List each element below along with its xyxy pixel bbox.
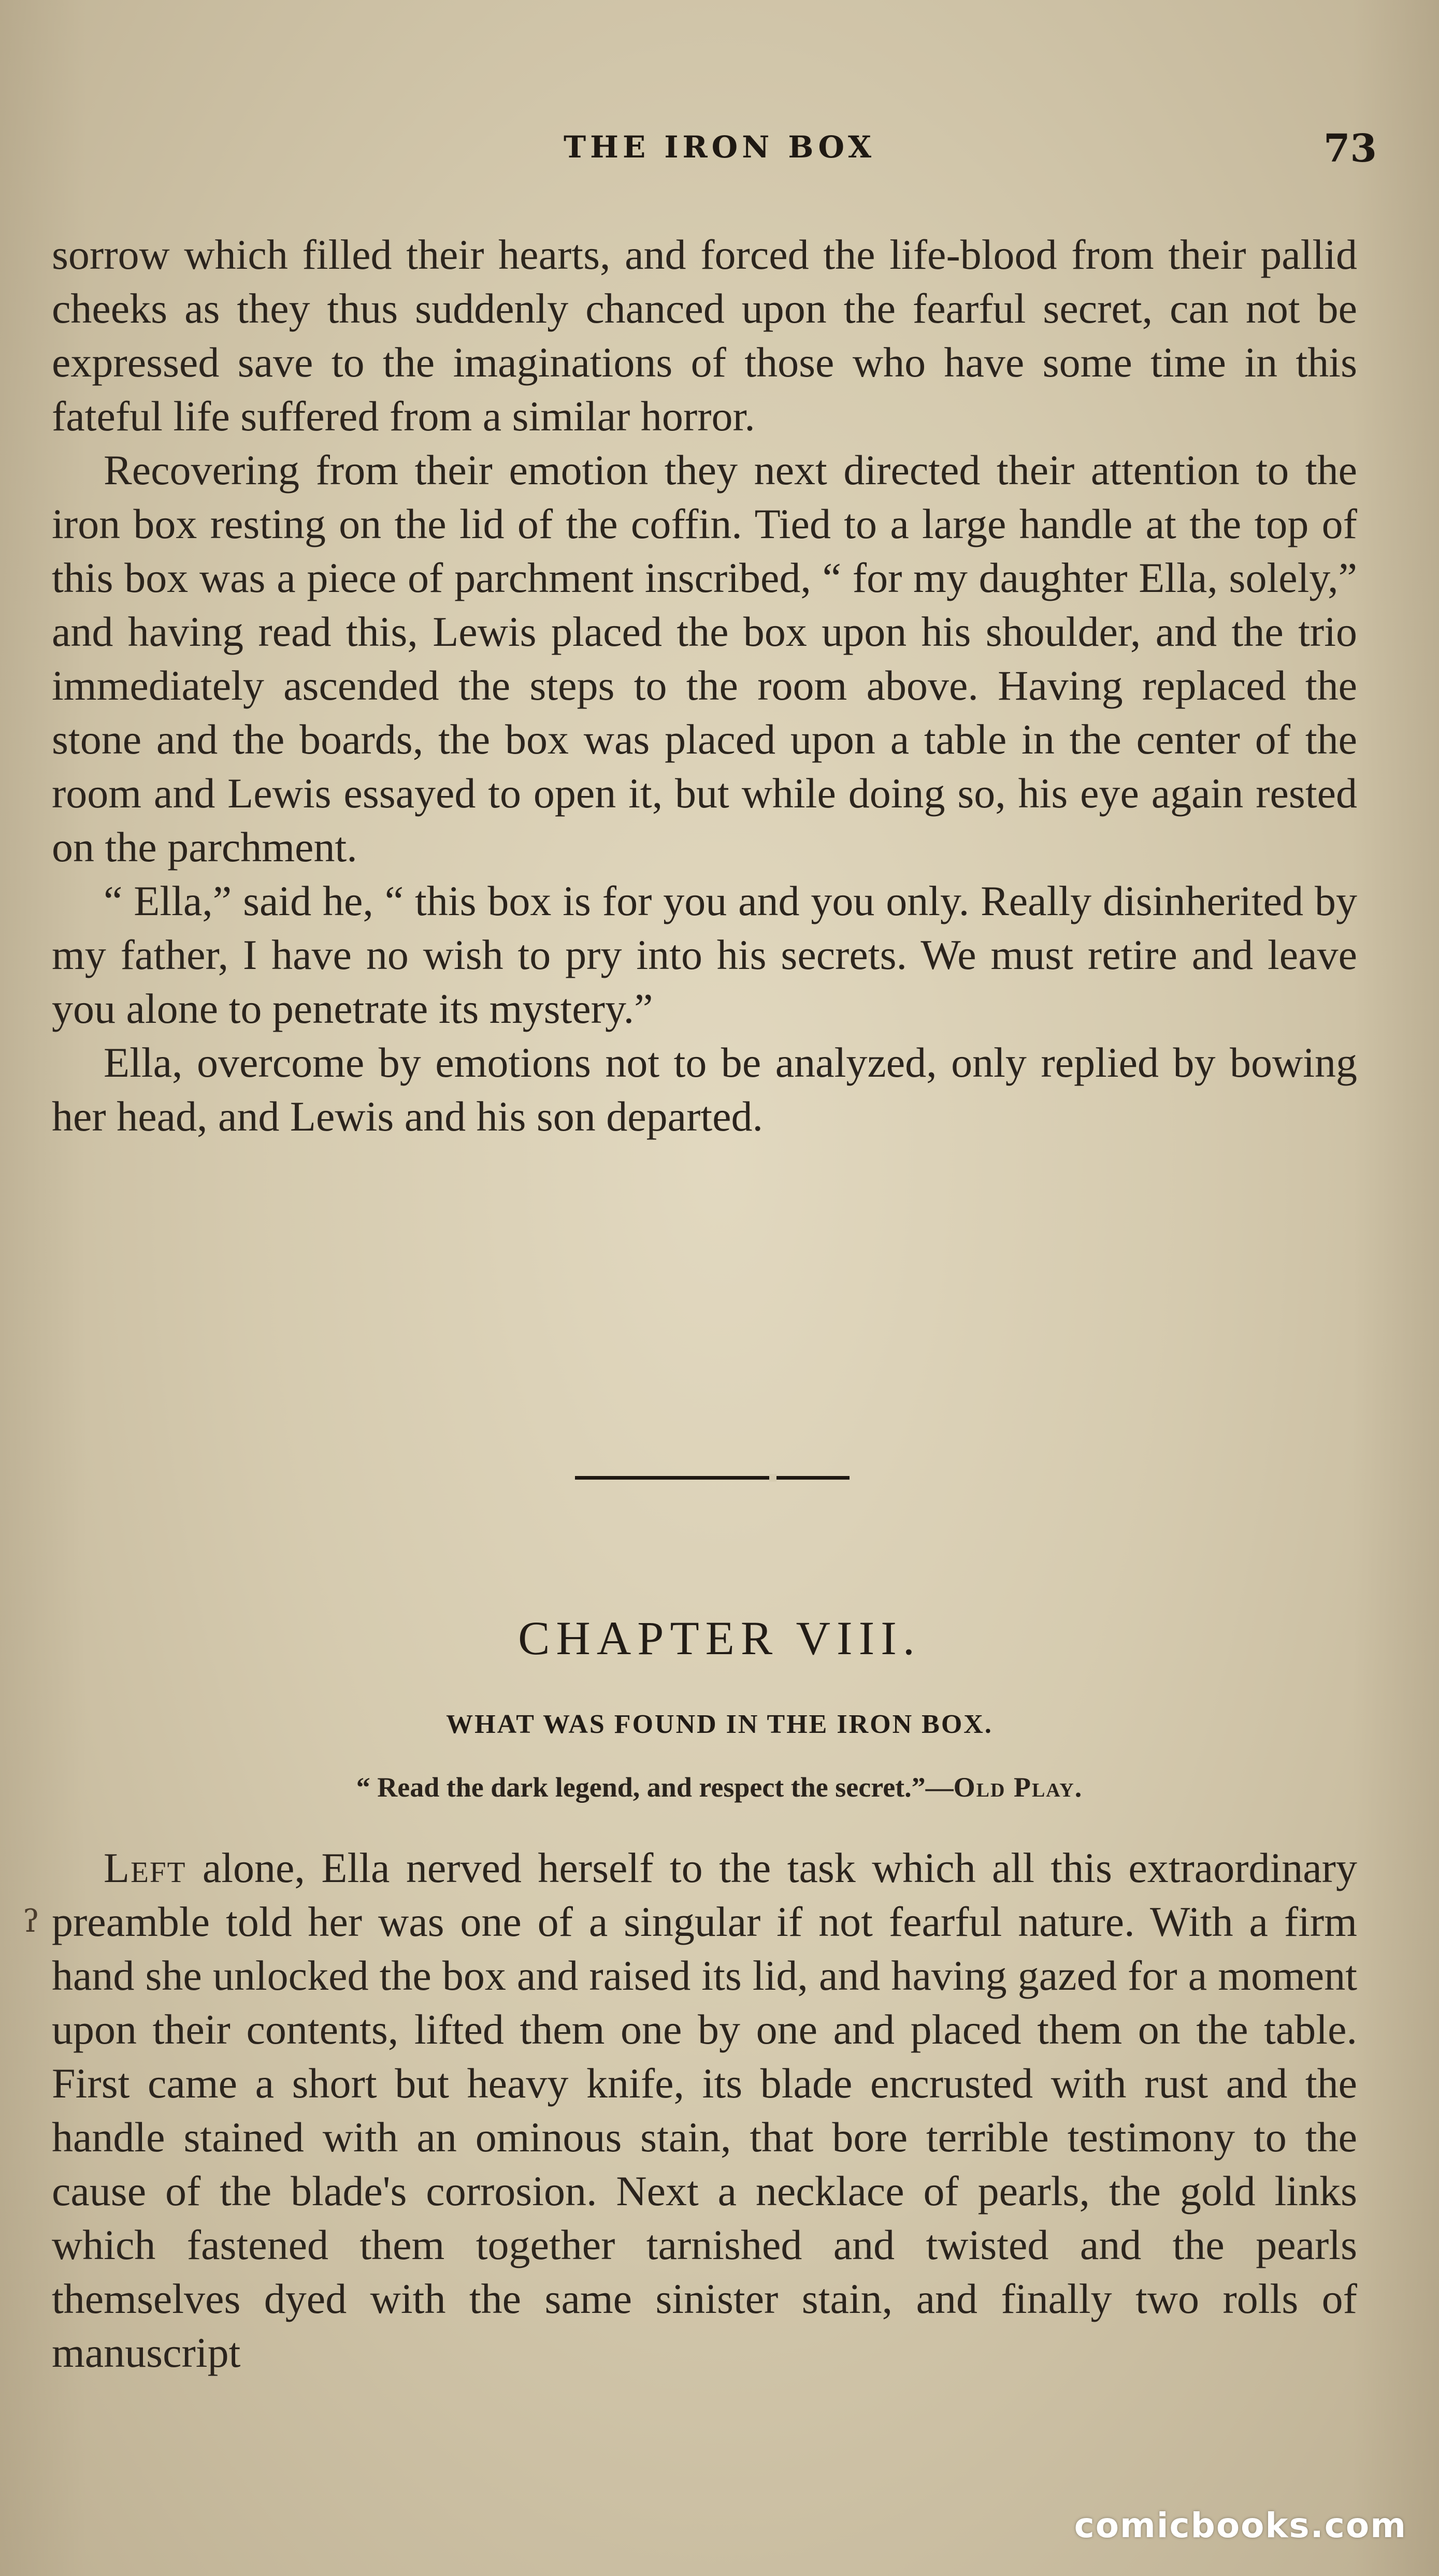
body-text-after-heading [52,1841,1357,2380]
page-number: 73 [1323,126,1377,171]
section-divider-rule [575,1476,850,1480]
divider-gap [769,1474,776,1482]
running-head [52,126,1387,171]
paragraph: Ella, overcome by emotions not to be analyzed, only replied by bowing her head, and Lewis and his son departed. [52,1039,1357,1140]
margin-mark: ʔ [23,1903,40,1940]
watermark: comicbooks.com [1074,2506,1407,2545]
body-text-before-break [52,228,1357,1144]
epigraph-quote: “ Read the dark legend, and respect the secret.”— [356,1772,954,1803]
chapter-title: CHAPTER VIII. [518,1612,921,1665]
paragraph-first-word: Left [104,1844,186,1891]
paragraph-text: alone, Ella nerved herself to the task which all this extraordinary preamble told her was one of a singular if not fearful nature. With a firm hand she unlocked the box and raised its lid, and having gazed for a moment upon their contents, lifted them one by one and placed them on the table. First came a short but heavy knife, its blade encrusted with rust and the handle stained with an ominous stain, that bore terrible testimony to the cause of the blade's corrosion. Next a necklace of pearls, the gold links which fastened them together tarnished and twisted and the pearls themselves dyed with the same sinister stain, and finally two rolls of manuscript [52,1844,1357,2376]
chapter-subtitle: WHAT WAS FOUND IN THE IRON BOX. [446,1710,993,1739]
epigraph-source: Old Play. [953,1772,1083,1803]
paragraph: “ Ella,” said he, “ this box is for you and you only. Really disinherited by my father, I have no wish to pry into his secrets. We must retire and leave you alone to penetrate its mystery.” [52,877,1357,1032]
running-title: THE IRON BOX [563,129,876,165]
paragraph: sorrow which filled their hearts, and forced the life-blood from their pallid cheeks as they thus suddenly chanced upon the fearful secret, can not be expressed save to the imaginations of those who have some time in this fateful life suffered from a similar horror. [52,231,1357,440]
paragraph [52,1841,1357,2380]
epigraph [0,1771,1439,1803]
paragraph: Recovering from their emotion they next directed their attention to the iron box resting on the lid of the coffin. Tied to a large handle at the top of this box was a piece of parchment inscribed, “ for my daughter Ella, solely,” and having read this, Lewis placed the box upon his shoulder, and the trio immediately ascended the steps to the room above. Having replaced the stone and the boards, the box was placed upon a table in the center of the room and Lewis essayed to open it, but while doing so, his eye again rested on the parchment. [52,446,1357,871]
